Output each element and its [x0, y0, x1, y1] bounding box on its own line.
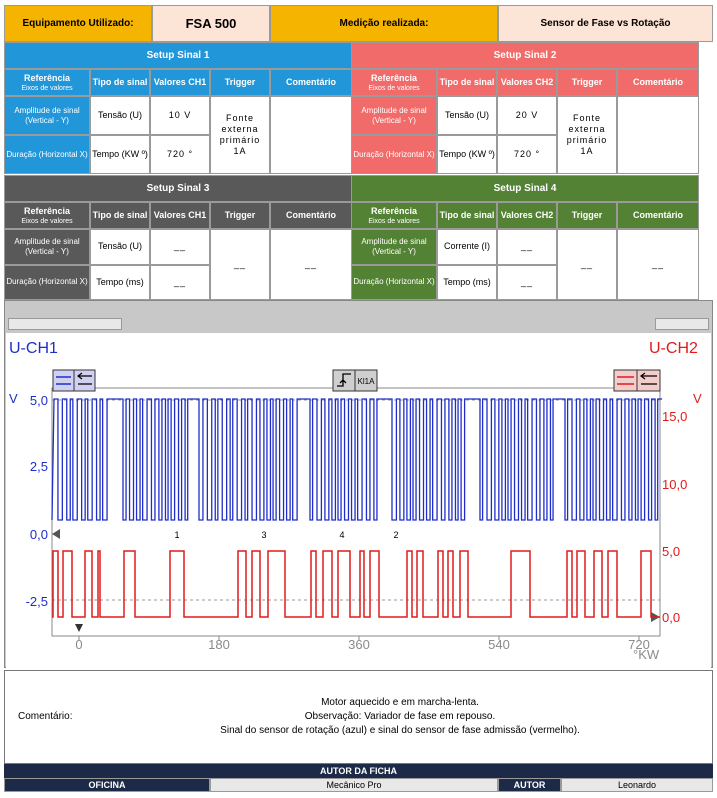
col-trigger: Trigger: [210, 202, 270, 229]
col-tipo: Tipo de sinal: [437, 69, 497, 96]
comment-line-1: Motor aquecido e em marcha-lenta.: [321, 697, 479, 708]
left-tick-label: 5,0: [29, 393, 48, 408]
row-amplitude-label: Amplitude de sinal (Vertical - Y): [351, 96, 437, 135]
ch2-waveform: [52, 551, 660, 617]
setup-title: Setup Sinal 2: [351, 42, 699, 69]
row-duracao-valor: __: [497, 265, 557, 301]
col-tipo: Tipo de sinal: [90, 69, 150, 96]
col-tipo: Tipo de sinal: [90, 202, 150, 229]
ch2-label: U-CH2: [649, 340, 698, 357]
ch1-label: U-CH1: [9, 340, 58, 357]
left-tick-label: -2,5: [25, 594, 48, 609]
trigger-source-label: Kl1A: [357, 377, 375, 386]
row-amplitude-label: Amplitude de sinal (Vertical - Y): [4, 96, 90, 135]
x-tick-label: 720: [628, 637, 650, 652]
row-duracao-tipo: Tempo (KW º): [90, 135, 150, 174]
row-duracao-tipo: Tempo (KW º): [437, 135, 497, 174]
ch1-waveform: [52, 399, 662, 520]
right-tick-label: 0,0: [662, 610, 681, 625]
right-unit: V: [693, 391, 702, 406]
cylinder-marker: 2: [393, 530, 399, 540]
comment-line-3: Sinal do sensor de rotação (azul) e sinal do sensor de fase admissão (vermelho).: [220, 725, 580, 736]
x-tick-label: 360: [348, 637, 370, 652]
row-amplitude-tipo: Corrente (I): [437, 229, 497, 265]
row-duracao-valor: 720 °: [150, 135, 210, 174]
right-tick-label: 5,0: [662, 544, 681, 559]
col-valores: Valores CH1: [150, 69, 210, 96]
measure-value: Sensor de Fase vs Rotação: [498, 5, 713, 42]
col-trigger: Trigger: [557, 69, 617, 96]
col-referencia-label: Referência: [370, 205, 418, 216]
setup-title: Setup Sinal 3: [4, 175, 352, 202]
row-duracao-label: Duração (Horizontal X): [351, 265, 437, 301]
col-referencia-label: Referência: [23, 72, 71, 83]
row-duracao-tipo: Tempo (ms): [90, 265, 150, 301]
autor-label: AUTOR: [498, 778, 561, 792]
trigger-position-marker: [75, 624, 83, 632]
col-valores: Valores CH2: [497, 69, 557, 96]
right-tick-label: 15,0: [662, 409, 688, 424]
col-referencia-sub: Eixos de valores: [368, 84, 420, 92]
col-referencia-sub: Eixos de valores: [368, 217, 420, 225]
x-unit: °KW: [633, 647, 660, 662]
row-amplitude-tipo: Tensão (U): [90, 96, 150, 135]
row-amplitude-valor: 20 V: [497, 96, 557, 135]
trigger-value: __: [210, 229, 270, 300]
col-referencia-label: Referência: [23, 205, 71, 216]
x-tick-label: 180: [208, 637, 230, 652]
setup-title: Setup Sinal 1: [4, 42, 352, 69]
row-amplitude-valor: __: [497, 229, 557, 265]
comment-value: __: [617, 229, 699, 300]
col-valores: Valores CH1: [150, 202, 210, 229]
oficina-value: Mecânico Pro: [210, 778, 498, 792]
row-duracao-tipo: Tempo (ms): [437, 265, 497, 301]
row-amplitude-label: Amplitude de sinal (Vertical - Y): [351, 229, 437, 265]
oficina-label: OFICINA: [4, 778, 210, 792]
cylinder-marker: 3: [261, 530, 267, 540]
author-title: AUTOR DA FICHA: [4, 764, 713, 778]
right-tick-label: 10,0: [662, 477, 688, 492]
row-duracao-valor: 720 °: [497, 135, 557, 174]
row-duracao-label: Duração (Horizontal X): [4, 265, 90, 301]
equip-label: Equipamento Utilizado:: [4, 5, 152, 42]
trigger-value: Fonte externa primário 1A: [210, 96, 270, 174]
col-referencia-sub: Eixos de valores: [21, 217, 73, 225]
ch1-zero-marker: [52, 529, 60, 539]
col-comentario: Comentário: [270, 69, 352, 96]
row-duracao-valor: __: [150, 265, 210, 301]
setup-title: Setup Sinal 4: [351, 175, 699, 202]
col-trigger: Trigger: [557, 202, 617, 229]
row-duracao-label: Duração (Horizontal X): [4, 135, 90, 174]
row-amplitude-valor: __: [150, 229, 210, 265]
col-tipo: Tipo de sinal: [437, 202, 497, 229]
trigger-value: __: [557, 229, 617, 300]
x-tick-label: 540: [488, 637, 510, 652]
x-tick-label: 0: [75, 637, 83, 652]
left-tick-label: 0,0: [29, 527, 48, 542]
row-amplitude-tipo: Tensão (U): [437, 96, 497, 135]
trigger-value: Fonte externa primário 1A: [557, 96, 617, 174]
col-referencia-sub: Eixos de valores: [21, 84, 73, 92]
row-amplitude-tipo: Tensão (U): [90, 229, 150, 265]
cylinder-marker: 4: [339, 530, 345, 540]
comment-value: __: [270, 229, 352, 300]
col-comentario: Comentário: [617, 69, 699, 96]
col-comentario: Comentário: [617, 202, 699, 229]
row-amplitude-valor: 10 V: [150, 96, 210, 135]
row-duracao-label: Duração (Horizontal X): [351, 135, 437, 174]
col-comentario: Comentário: [270, 202, 352, 229]
cylinder-marker: 1: [174, 530, 180, 540]
measure-label: Medição realizada:: [270, 5, 498, 42]
autor-value: Leonardo: [561, 778, 713, 792]
col-valores: Valores CH2: [497, 202, 557, 229]
row-amplitude-label: Amplitude de sinal (Vertical - Y): [4, 229, 90, 265]
left-tick-label: 2,5: [29, 459, 48, 474]
left-unit: V: [9, 391, 18, 406]
col-trigger: Trigger: [210, 69, 270, 96]
equip-value: FSA 500: [152, 5, 270, 42]
comment-line-2: Observação: Variador de fase em repouso.: [304, 711, 496, 722]
comment-label: Comentário:: [18, 711, 73, 722]
col-referencia-label: Referência: [370, 72, 418, 83]
